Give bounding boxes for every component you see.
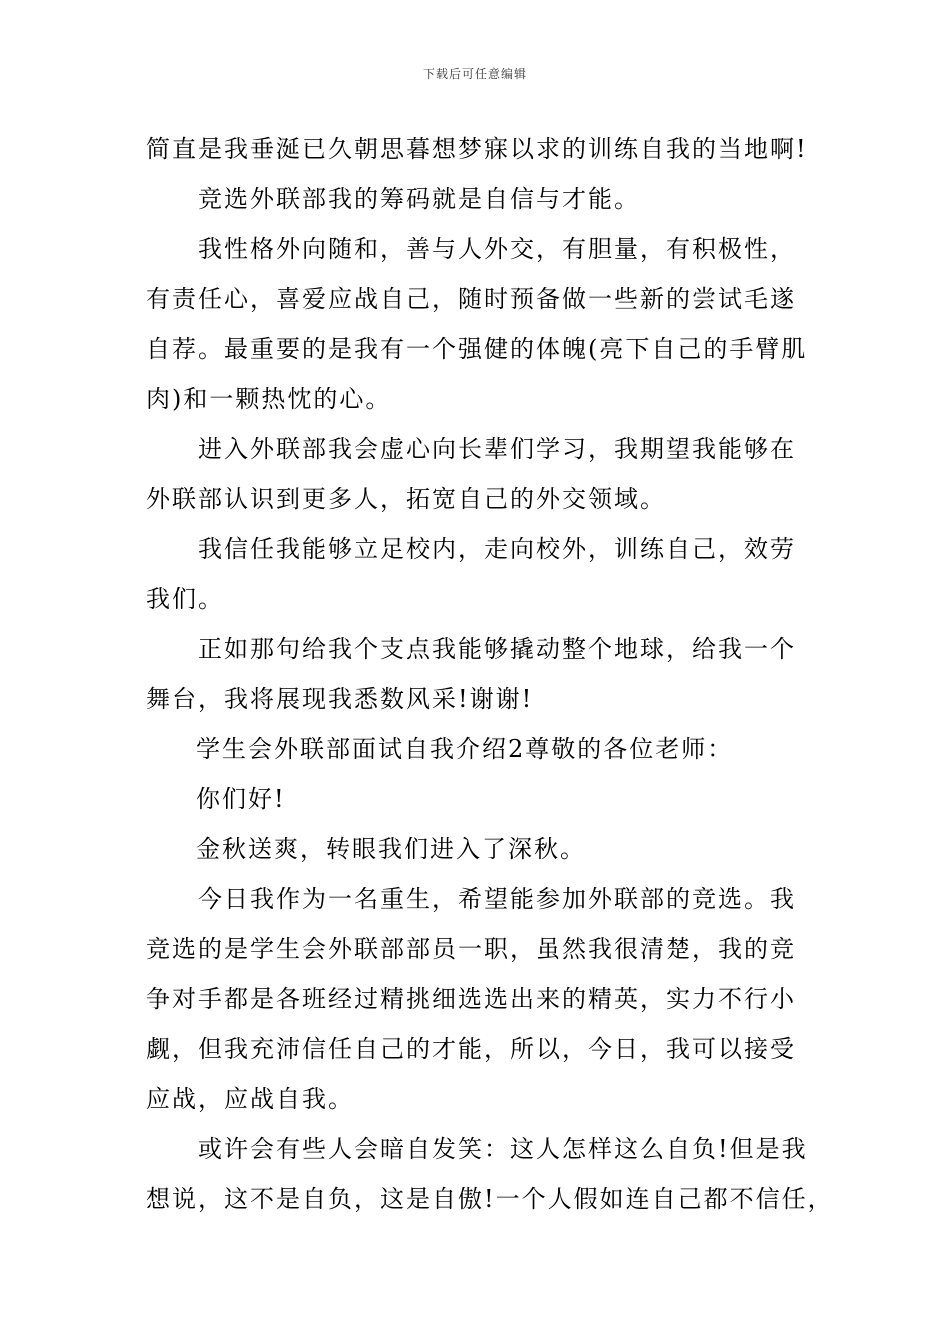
text-line: 想说，这不是自负，这是自傲!一个人假如连自己都不信任，	[146, 1185, 834, 1213]
text-line: 你们好!	[196, 785, 286, 813]
text-line: 外联部认识到更多人，拓宽自己的外交领域。	[146, 485, 666, 513]
text-line: 今日我作为一名重生，希望能参加外联部的竞选。我	[198, 885, 796, 913]
text-line: 自荐。最重要的是我有一个强健的体魄(亮下自己的手臂肌	[146, 335, 808, 363]
text-line: 我们。	[146, 585, 224, 613]
text-line: 竞选的是学生会外联部部员一职，虽然我很清楚，我的竞	[146, 935, 796, 963]
text-line: 我信任我能够立足校内，走向校外，训练自己，效劳	[198, 535, 796, 563]
text-line: 觑，但我充沛信任自己的才能，所以，今日，我可以接受	[146, 1035, 796, 1063]
text-line: 争对手都是各班经过精挑细选选出来的精英，实力不行小	[146, 985, 796, 1013]
text-line: 或许会有些人会暗自发笑：这人怎样这么自负!但是我	[198, 1135, 808, 1163]
text-line: 正如那句给我个支点我能够撬动整个地球，给我一个	[198, 635, 796, 663]
page-header: 下载后可任意编辑	[422, 67, 527, 81]
section-heading-line: 学生会外联部面试自我介绍2尊敬的各位老师：	[196, 735, 734, 763]
text-line: 有责任心，喜爱应战自己，随时预备做一些新的尝试毛遂	[146, 285, 796, 313]
text-line: 舞台，我将展现我悉数风采!谢谢!	[146, 685, 534, 713]
text-line: 进入外联部我会虚心向长辈们学习，我期望我能够在	[198, 435, 796, 463]
document-body	[146, 124, 834, 1224]
text-line: 我性格外向随和，善与人外交，有胆量，有积极性，	[198, 235, 796, 263]
text-line: 简直是我垂涎已久朝思暮想梦寐以求的训练自我的当地啊!	[146, 135, 808, 163]
text-line: 竞选外联部我的筹码就是自信与才能。	[198, 185, 640, 213]
text-line: 金秋送爽，转眼我们进入了深秋。	[196, 835, 586, 863]
text-line: 应战，应战自我。	[146, 1085, 354, 1113]
text-line: 肉)和一颗热忱的心。	[146, 385, 392, 413]
